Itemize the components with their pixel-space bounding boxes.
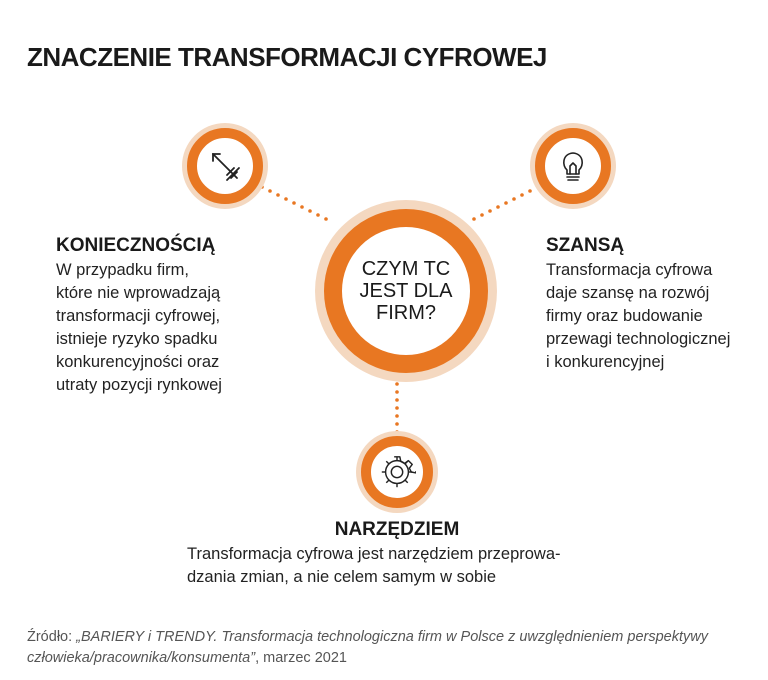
left-heading: KONIECZNOŚCIĄ [56, 235, 216, 256]
bottom-icon-circle [361, 436, 433, 508]
lightbulb-icon [553, 146, 593, 186]
page-title: ZNACZENIE TRANSFORMACJI CYFROWEJ [27, 42, 547, 72]
bottom-line: Transformacja cyfrowa jest narzędziem przeprowa- [187, 545, 561, 563]
right-line: daje szansę na rozwój [546, 284, 710, 302]
center-line: JEST DLA [359, 280, 453, 302]
source-title: „BARIERY i TRENDY. Transformacja technologiczna firm w Polsce z uwzględnieniem perspektywy człowieka/pracownika/konsumenta” [27, 629, 708, 666]
left-line: W przypadku firm, [56, 261, 189, 279]
connector-bottom [395, 382, 399, 434]
left-icon-circle [187, 128, 263, 204]
center-circle [324, 209, 488, 373]
left-line: utraty pozycji rynkowej [56, 376, 222, 394]
right-heading: SZANSĄ [546, 235, 625, 256]
bottom-line: dzania zmian, a nie celem samym w sobie [187, 568, 497, 586]
source-prefix: Źródło: [27, 629, 77, 645]
center-line: CZYM TC [361, 258, 451, 280]
right-line: i konkurencyjnej [546, 353, 665, 371]
left-line: które nie wprowadzają [56, 284, 221, 302]
arrow-icon [205, 146, 245, 186]
source-note [27, 627, 747, 669]
left-block [56, 235, 286, 397]
right-text [546, 259, 761, 374]
connector-right [472, 185, 540, 221]
source-suffix: , marzec 2021 [255, 650, 347, 666]
right-block [546, 235, 761, 374]
right-icon-circle [535, 128, 611, 204]
right-line: firmy oraz budowanie [546, 307, 703, 325]
left-line: konkurencyjności oraz [56, 353, 220, 371]
left-text [56, 259, 286, 397]
bottom-text [187, 543, 607, 589]
bottom-block [187, 519, 607, 589]
right-line: Transformacja cyfrowa [546, 261, 713, 279]
center-line: FIRM? [376, 302, 436, 324]
bottom-heading: NARZĘDZIEM [334, 519, 460, 540]
connector-left [260, 185, 328, 221]
right-line: przewagi technologicznej [546, 330, 731, 348]
left-line: transformacji cyfrowej, [56, 307, 221, 325]
left-line: istnieje ryzyko spadku [56, 330, 218, 348]
gear-icon [378, 453, 416, 491]
center-question [356, 258, 456, 324]
